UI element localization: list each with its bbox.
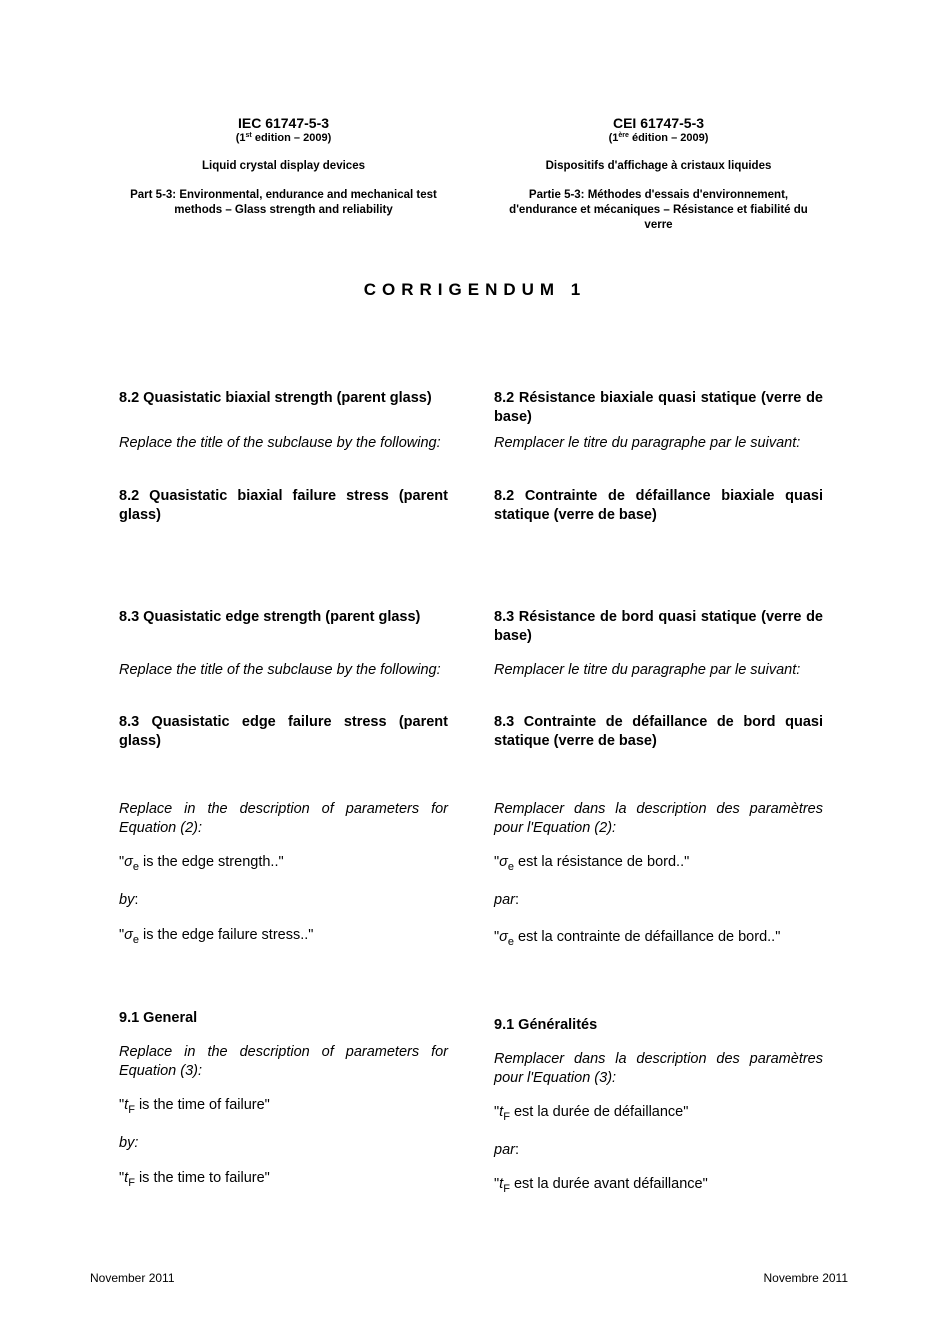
- s83-new-title-fr: 8.3 Contrainte de défaillance de bord quasi statique (verre de base): [494, 714, 823, 749]
- sigma-symbol: σ: [499, 854, 508, 870]
- s83-by-en: by:: [119, 892, 139, 908]
- header-en: [119, 115, 448, 218]
- s83-instruction-en: Replace the title of the subclause by the following:: [119, 662, 441, 678]
- s83-instruction-fr: Remplacer le titre du paragraphe par le suivant:: [494, 662, 801, 678]
- s91-title-en: 9.1 General: [119, 1010, 198, 1026]
- s91-eq-instruction-en: Replace in the description of parameters for Equation (3):: [119, 1044, 448, 1079]
- s83-eq-instruction-en: Replace in the description of parameters for Equation (2):: [119, 801, 448, 836]
- s83-new-title-en: 8.3 Quasistatic edge failure stress (parent glass): [119, 714, 448, 749]
- document-title-en: Liquid crystal display devices: [202, 160, 365, 172]
- s82-instruction-en: Replace the title of the subclause by the following:: [119, 435, 441, 451]
- s82-old-title-fr: 8.2 Résistance biaxiale quasi statique (verre de base): [494, 390, 823, 425]
- s83-new-definition-fr: "$\sigma_e$ est la contrainte de défaillance de bord..": [494, 929, 781, 948]
- s82-instruction-fr: Remplacer le titre du paragraphe par le suivant:: [494, 435, 801, 451]
- s91-new-definition-fr: "$t_F$ est la durée avant défaillance": [494, 1176, 708, 1195]
- s83-old-definition-en: "$\sigma_e$ is the edge strength..": [119, 854, 284, 873]
- s83-new-definition-en: "$\sigma_e$ is the edge failure stress..": [119, 927, 314, 946]
- part-title-en: Part 5-3: Environmental, endurance and mechanical test methods – Glass strength and reliability: [130, 189, 437, 216]
- sigma-symbol: σ: [124, 854, 133, 870]
- s83-old-title-en: 8.3 Quasistatic edge strength (parent glass): [119, 609, 421, 625]
- t-symbol: t: [124, 1170, 129, 1186]
- s91-by-en: by:: [119, 1135, 139, 1151]
- corrigendum-heading: CORRIGENDUM 1: [363, 280, 587, 299]
- s83-old-title-fr: 8.3 Résistance de bord quasi statique (verre de base): [494, 609, 823, 644]
- t-symbol: t: [124, 1097, 129, 1113]
- header-fr: [494, 115, 823, 233]
- t-symbol: t: [499, 1104, 504, 1120]
- s91-title-fr: 9.1 Généralités: [494, 1017, 598, 1033]
- s91-eq-instruction-fr: Remplacer dans la description des paramètres pour l'Equation (3):: [494, 1051, 823, 1086]
- s82-old-title-en: 8.2 Quasistatic biaxial strength (parent glass): [119, 390, 432, 406]
- sigma-symbol: σ: [124, 927, 133, 943]
- footer-date-fr: Novembre 2011: [763, 1271, 848, 1285]
- s91-old-definition-fr: "$t_F$ est la durée de défaillance": [494, 1104, 689, 1123]
- s83-par-fr: par:: [494, 892, 519, 908]
- footer-date-en: November 2011: [90, 1271, 175, 1285]
- s82-new-title-en: 8.2 Quasistatic biaxial failure stress (parent glass): [119, 488, 448, 523]
- sigma-symbol: σ: [499, 929, 508, 945]
- s91-par-fr: par:: [494, 1142, 519, 1158]
- s82-new-title-fr: 8.2 Contrainte de défaillance biaxiale quasi statique (verre de base): [494, 488, 823, 523]
- s83-eq-instruction-fr: Remplacer dans la description des paramètres pour l'Equation (2):: [494, 801, 823, 836]
- t-symbol: t: [499, 1176, 504, 1192]
- standard-number-en: IEC 61747-5-3: [237, 115, 330, 131]
- document-title-fr: Dispositifs d'affichage à cristaux liquides: [545, 160, 772, 172]
- edition-fr: (1ère édition – 2009): [608, 132, 709, 144]
- s83-old-definition-fr: "$\sigma_e$ est la résistance de bord..": [494, 854, 690, 873]
- part-title-fr: Partie 5-3: Méthodes d'essais d'environnement, d'endurance et mécaniques – Résistance et fiabilité du verre: [509, 189, 808, 231]
- edition-en: (1st edition – 2009): [235, 132, 332, 144]
- s91-old-definition-en: "$t_F$ is the time of failure": [119, 1097, 270, 1116]
- s91-new-definition-en: "$t_F$ is the time to failure": [119, 1170, 270, 1189]
- standard-number-fr: CEI 61747-5-3: [612, 115, 705, 131]
